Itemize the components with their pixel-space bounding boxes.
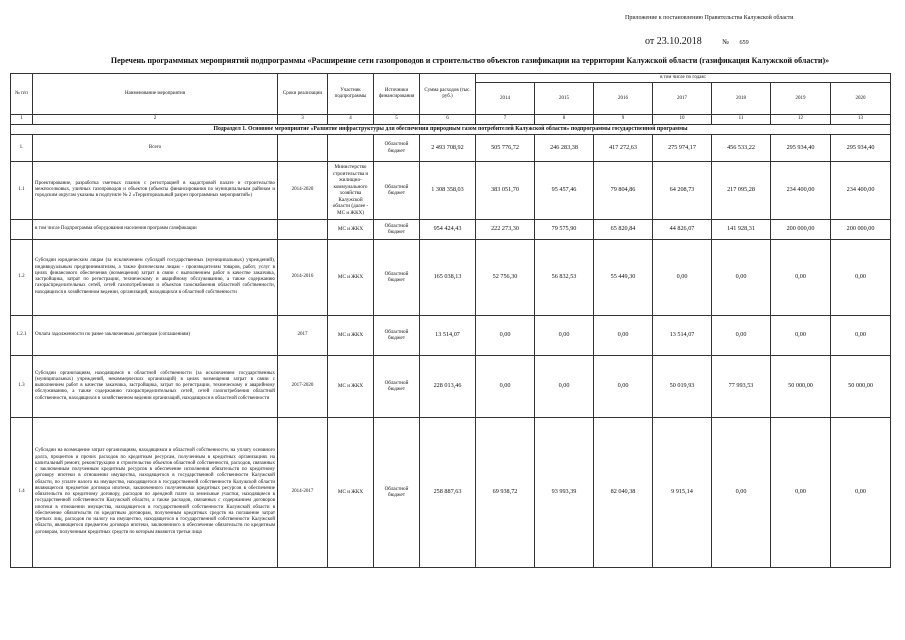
col-index: 2 <box>33 115 278 124</box>
row-source: Областной бюджет <box>374 355 420 417</box>
col-index: 7 <box>476 115 535 124</box>
row-name: Субсидии организациям, находящимся в областной собственности (за исключением государственных (муниципальных) учреждений, некоммерческих организаций) в целях возмещения затрат в связи с выполнением работ в качестве заказчика, застройщика, затрат по регистрации, техническому и аварийному обслуживанию, а также содержанию газораспределительных сетей, сетей газопотребления областной собственности, находящихся в хозяйственном ведении организаций, находящихся в областной собственности <box>33 355 278 417</box>
row-sum: 1 308 358,03 <box>420 161 476 219</box>
row-year-value: 13 514,07 <box>653 315 712 355</box>
table-row <box>11 239 891 315</box>
row-sum: 258 887,63 <box>420 417 476 567</box>
row-year-value: 0,00 <box>771 239 831 315</box>
row-year-value: 0,00 <box>771 315 831 355</box>
col-header-period: Сроки реализации <box>278 74 328 115</box>
col-header-year: 2014 <box>476 83 535 115</box>
row-year-value: 222 273,30 <box>476 219 535 239</box>
row-sum: 954 424,43 <box>420 219 476 239</box>
row-year-value: 50 000,00 <box>831 355 891 417</box>
row-year-value: 0,00 <box>594 355 653 417</box>
row-num: 1.1 <box>11 161 33 219</box>
program-table <box>10 73 891 568</box>
row-num: 1.4 <box>11 417 33 567</box>
row-year-value: 55 449,30 <box>594 239 653 315</box>
row-year-value: 0,00 <box>535 355 594 417</box>
row-source: Областной бюджет <box>374 315 420 355</box>
col-header-sum: Сумма расходов (тыс. руб.) <box>420 74 476 115</box>
row-num: 1.3 <box>11 355 33 417</box>
row-year-value: 65 820,84 <box>594 219 653 239</box>
row-num: 1. <box>11 134 33 161</box>
document-number: 659 <box>739 39 749 46</box>
row-year-value: 505 776,72 <box>476 134 535 161</box>
col-index: 13 <box>831 115 891 124</box>
row-year-value: 275 974,17 <box>653 134 712 161</box>
row-period: 2017-2020 <box>278 355 328 417</box>
row-year-value: 234 400,00 <box>771 161 831 219</box>
col-header-source: Источники финансирования <box>374 74 420 115</box>
section-title: Подраздел 1. Основное мероприятие «Развитие инфраструктуры для обеспечения природным газом потребителей Калужской области» подпрограммы государственной программы <box>11 124 891 134</box>
row-participant: Министерство строительства и жилищно-коммунального хозяйства Калужской области (далее - МС и ЖКХ) <box>328 161 374 219</box>
row-year-value: 64 208,73 <box>653 161 712 219</box>
row-name: Всего <box>33 134 278 161</box>
row-year-value: 0,00 <box>594 315 653 355</box>
table-row <box>11 417 891 567</box>
row-year-value: 93 993,39 <box>535 417 594 567</box>
table-row <box>11 219 891 239</box>
col-index: 11 <box>712 115 771 124</box>
row-year-value: 9 915,14 <box>653 417 712 567</box>
row-year-value: 0,00 <box>712 315 771 355</box>
row-sum: 2 493 708,92 <box>420 134 476 161</box>
col-header-year: 2018 <box>712 83 771 115</box>
row-period <box>278 219 328 239</box>
row-year-value: 0,00 <box>771 417 831 567</box>
row-period <box>278 134 328 161</box>
row-year-value: 69 938,72 <box>476 417 535 567</box>
col-header-num: № п/п <box>11 74 33 115</box>
row-year-value: 79 804,86 <box>594 161 653 219</box>
table-row <box>11 315 891 355</box>
col-header-year: 2017 <box>653 83 712 115</box>
row-num: 1.2 <box>11 239 33 315</box>
row-year-value: 82 040,38 <box>594 417 653 567</box>
table-row <box>11 355 891 417</box>
row-year-value: 0,00 <box>476 355 535 417</box>
row-period: 2014-2017 <box>278 417 328 567</box>
row-sum: 165 038,13 <box>420 239 476 315</box>
row-year-value: 417 272,63 <box>594 134 653 161</box>
row-name: в том числе Подпрограмма оборудования населения программ газификации <box>33 219 278 239</box>
section-row <box>11 124 891 134</box>
col-index: 4 <box>328 115 374 124</box>
header-row-top <box>11 74 891 83</box>
row-year-value: 456 533,22 <box>712 134 771 161</box>
row-participant: МС и ЖКХ <box>328 239 374 315</box>
row-year-value: 217 095,28 <box>712 161 771 219</box>
row-year-value: 56 832,53 <box>535 239 594 315</box>
row-num <box>11 219 33 239</box>
row-year-value: 200 000,00 <box>831 219 891 239</box>
row-sum: 228 013,46 <box>420 355 476 417</box>
row-year-value: 0,00 <box>831 417 891 567</box>
page-title: Перечень программных мероприятий подпрограммы «Расширение сети газопроводов и строительство объектов газификации на территории Калужской области (газификация Калужской области)» <box>110 56 830 65</box>
row-participant: МС и ЖКХ <box>328 315 374 355</box>
table-row <box>11 161 891 219</box>
col-index: 9 <box>594 115 653 124</box>
row-year-value: 0,00 <box>535 315 594 355</box>
row-source: Областной бюджет <box>374 161 420 219</box>
row-year-value: 246 283,38 <box>535 134 594 161</box>
row-year-value: 79 575,90 <box>535 219 594 239</box>
row-year-value: 52 756,30 <box>476 239 535 315</box>
row-year-value: 0,00 <box>712 417 771 567</box>
number-label: № <box>722 38 729 46</box>
col-header-year: 2016 <box>594 83 653 115</box>
row-participant: МС и ЖКХ <box>328 219 374 239</box>
col-index: 1 <box>11 115 33 124</box>
row-name: Субсидии на возмещение затрат организациям, находящимся в областной собственности, на уплату основного долга, процентов и прочих расходов по кредитным ресурсам, полученным в кредитных организациях на капитальный ремонт, реконструкцию и строительство объектов областной собственности, расходов, связанных с заключенным полученным кредитным ресурсов в обеспечение исполнения обязательств по кредитному договору ипотеки в отношении имущества, находящегося в государственной собственности Калужской области, по уплате налога на имущество, находящегося в государственной собственности Калужской области являющегося предметом договора ипотеки, заключенного полученными кредитных ресурсов в обеспечение обязательств по кредитному договору, расходов по арендной плате за земельные участки, находящиеся в государственной собственности Калужской области, а также расходов, связанных с содержанием договоров ипотеки в отношении имущества, находящегося в государственной собственности Калужской области в обеспечение обязательств по кредитным договорам, полученным кредитных средств на погашение затрат третьих лиц, расходов по налогу на имущество, находящегося в государственной собственности Калужской области, являющегося предметом договора ипотеки, заключенного в обеспечение обязательств по кредитным договорам, полученным кредитных средств по которым являются третьи лица <box>33 417 278 567</box>
row-source: Областной бюджет <box>374 219 420 239</box>
row-num: 1.2.1 <box>11 315 33 355</box>
row-year-value: 295 934,40 <box>831 134 891 161</box>
col-header-name: Наименование мероприятия <box>33 74 278 115</box>
col-index: 3 <box>278 115 328 124</box>
row-year-value: 234 400,00 <box>831 161 891 219</box>
col-header-participant: Участник подпрограммы <box>328 74 374 115</box>
row-year-value: 0,00 <box>712 239 771 315</box>
row-year-value: 95 457,46 <box>535 161 594 219</box>
row-year-value: 0,00 <box>831 239 891 315</box>
col-header-year: 2015 <box>535 83 594 115</box>
document-date: от 23.10.2018 <box>645 36 702 47</box>
row-source: Областной бюджет <box>374 417 420 567</box>
col-index: 12 <box>771 115 831 124</box>
row-year-value: 0,00 <box>476 315 535 355</box>
row-name: Оплата задолженности по ранее заключенным договорам (соглашениям) <box>33 315 278 355</box>
row-source: Областной бюджет <box>374 239 420 315</box>
row-period: 2014-2016 <box>278 239 328 315</box>
row-year-value: 77 993,53 <box>712 355 771 417</box>
col-index: 6 <box>420 115 476 124</box>
col-header-year: 2020 <box>831 83 891 115</box>
document-dateline <box>645 36 749 47</box>
column-index-row <box>11 115 891 124</box>
col-index: 10 <box>653 115 712 124</box>
col-header-year: 2019 <box>771 83 831 115</box>
appendix-note: Приложение к постановлению Правительства Калужской области <box>625 15 794 21</box>
row-year-value: 44 826,07 <box>653 219 712 239</box>
row-participant: МС и ЖКХ <box>328 355 374 417</box>
row-sum: 13 514,07 <box>420 315 476 355</box>
row-participant <box>328 134 374 161</box>
row-year-value: 141 928,31 <box>712 219 771 239</box>
row-period: 2014-2020 <box>278 161 328 219</box>
col-index: 8 <box>535 115 594 124</box>
row-year-value: 200 000,00 <box>771 219 831 239</box>
row-year-value: 0,00 <box>653 239 712 315</box>
table-row <box>11 134 891 161</box>
col-index: 5 <box>374 115 420 124</box>
row-name: Проектирование, разработка сметных планов с регистрацией в кадастровой палате и строительство межпоселковых, уличных газопроводов и объектов (объекты финансирования по муниципальным районам и городским округам указаны в подпункте № 2 «Территориальный разрез программных мероприятий») <box>33 161 278 219</box>
col-header-including: в том числе по годам: <box>476 74 891 83</box>
row-participant: МС и ЖКХ <box>328 417 374 567</box>
row-year-value: 0,00 <box>831 315 891 355</box>
row-year-value: 295 934,40 <box>771 134 831 161</box>
row-year-value: 50 000,00 <box>771 355 831 417</box>
row-source: Областной бюджет <box>374 134 420 161</box>
row-name: Субсидии юридическим лицам (за исключением субсидий государственных (муниципальных) учреждений), индивидуальным предпринимателям, а также физическим лицам - производителям товаров, работ, услуг в целях финансового обеспечения (возмещения) затрат в связи с выполнением работ в качестве заказчика, застройщика, затрат по регистрации, техническому и аварийному обслуживанию, а также содержанию газораспределительных сетей, сетей газопотребления и объектов газоснабжения областной собственности, находящихся в хозяйственном ведении, организаций, находящихся в областной собственности <box>33 239 278 315</box>
row-period: 2017 <box>278 315 328 355</box>
row-year-value: 383 051,70 <box>476 161 535 219</box>
row-year-value: 50 019,93 <box>653 355 712 417</box>
